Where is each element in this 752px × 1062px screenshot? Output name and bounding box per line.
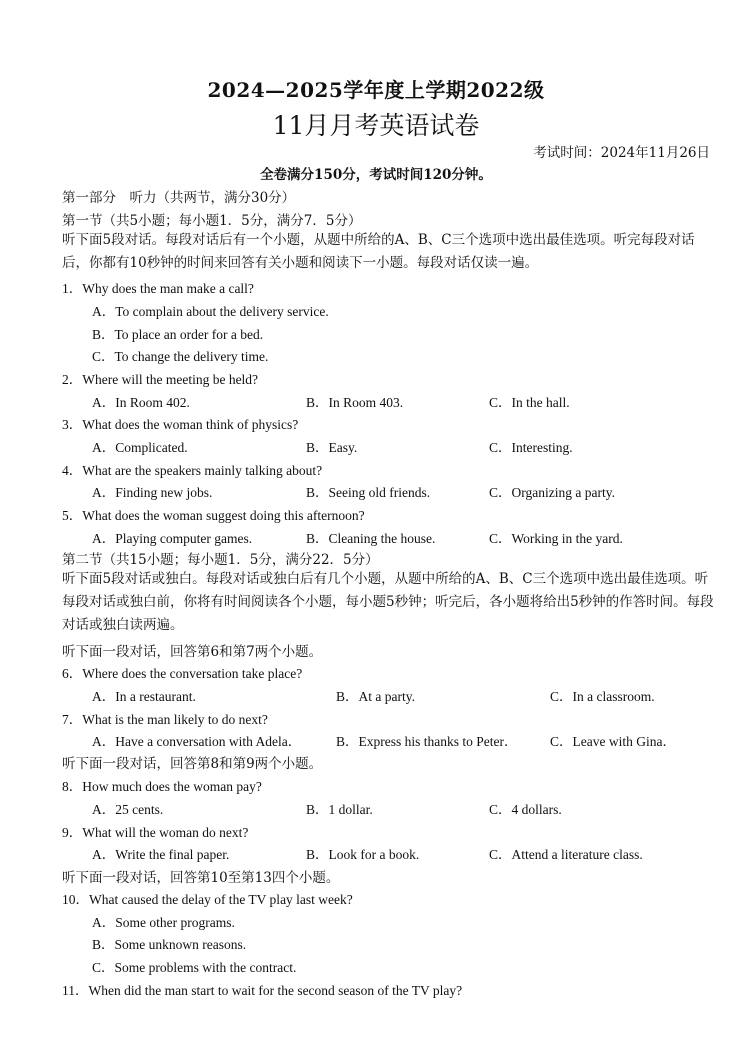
question-4: 4．What are the speakers mainly talking about? (62, 463, 323, 478)
q10-option-b: B．Some unknown reasons. (92, 937, 247, 952)
q5-option-b: B．Cleaning the house. (306, 531, 436, 546)
q7-option-b: B．Express his thanks to Peter． (336, 734, 518, 749)
q9-option-a: A．Write the final paper. (92, 847, 230, 862)
q1-option-b: B．To place an order for a bed. (92, 327, 264, 342)
q4-option-c: C．Organizing a party. (489, 485, 615, 500)
prompt-questions-8-9: 听下面一段对话，回答第8和第9两个小题。 (62, 756, 323, 772)
q6-option-c: C．In a classroom. (550, 689, 655, 704)
exam-title-subject: 11月月考英语试卷 (272, 111, 480, 140)
q8-option-c: C．4 dollars. (489, 802, 562, 817)
part1-heading: 第一部分 听力（共两节，满分30分） (62, 190, 296, 206)
q5-option-c: C．Working in the yard. (489, 531, 623, 546)
q7-option-a: A．Have a conversation with Adela． (92, 734, 302, 749)
section2-instructions: 听下面5段对话或独白。每段对话或独白后有几个小题，从题中所给的A、B、C三个选项中选出最佳选项。听每段对话或独白前，你将有时间阅读各个小题，每小题5秒钟；听完后，各小题将给出5秒钟的作答时间。每段对话或独白读两遍。 (62, 571, 714, 633)
score-note: 全卷满分150分，考试时间120分钟。 (260, 167, 492, 183)
question-10: 10．What caused the delay of the TV play last week? (62, 892, 353, 907)
q4-option-a: A．Finding new jobs. (92, 485, 213, 500)
section1-heading: 第一节（共5小题；每小题1．5分，满分7．5分） (62, 213, 362, 229)
q6-option-b: B．At a party. (336, 689, 415, 704)
question-5: 5．What does the woman suggest doing this afternoon? (62, 508, 365, 523)
q10-option-c: C．Some problems with the contract. (92, 960, 297, 975)
q5-option-a: A．Playing computer games. (92, 531, 253, 546)
prompt-questions-6-7: 听下面一段对话，回答第6和第7两个小题。 (62, 644, 323, 660)
question-2: 2．Where will the meeting be held? (62, 372, 259, 387)
question-3: 3．What does the woman think of physics? (62, 417, 299, 432)
question-9: 9．What will the woman do next? (62, 825, 249, 840)
q3-option-b: B．Easy. (306, 440, 358, 455)
question-8: 8．How much does the woman pay? (62, 779, 262, 794)
question-11: 11．When did the man start to wait for the second season of the TV play? (62, 983, 463, 998)
q3-option-c: C．Interesting. (489, 440, 573, 455)
q8-option-b: B．1 dollar. (306, 802, 373, 817)
question-7: 7．What is the man likely to do next? (62, 712, 268, 727)
q6-option-a: A．In a restaurant. (92, 689, 196, 704)
q7-option-c: C．Leave with Gina． (550, 734, 676, 749)
q2-option-b: B．In Room 403. (306, 395, 404, 410)
q9-option-b: B．Look for a book. (306, 847, 420, 862)
q9-option-c: C．Attend a literature class. (489, 847, 643, 862)
question-1: 1．Why does the man make a call? (62, 281, 254, 296)
q2-option-c: C．In the hall. (489, 395, 570, 410)
q10-option-a: A．Some other programs. (92, 915, 235, 930)
exam-date: 考试时间：2024年11月26日 (533, 145, 710, 161)
section1-instructions: 听下面5段对话。每段对话后有一个小题，从题中所给的A、B、C三个选项中选出最佳选项。听完每段对话后，你都有10秒钟的时间来回答有关小题和阅读下一小题。每段对话仅读一遍。 (62, 232, 695, 271)
q2-option-a: A．In Room 402. (92, 395, 190, 410)
q8-option-a: A．25 cents. (92, 802, 164, 817)
exam-title-year: 2024—2025学年度上学期2022级 (207, 78, 545, 102)
question-6: 6．Where does the conversation take place? (62, 666, 303, 681)
q1-option-c: C．To change the delivery time. (92, 349, 269, 364)
section2-heading: 第二节（共15小题；每小题1．5分，满分22．5分） (62, 552, 379, 568)
q3-option-a: A．Complicated. (92, 440, 188, 455)
prompt-questions-10-13: 听下面一段对话，回答第10至第13四个小题。 (62, 870, 340, 886)
q1-option-a: A．To complain about the delivery service. (92, 304, 329, 319)
q4-option-b: B．Seeing old friends. (306, 485, 431, 500)
